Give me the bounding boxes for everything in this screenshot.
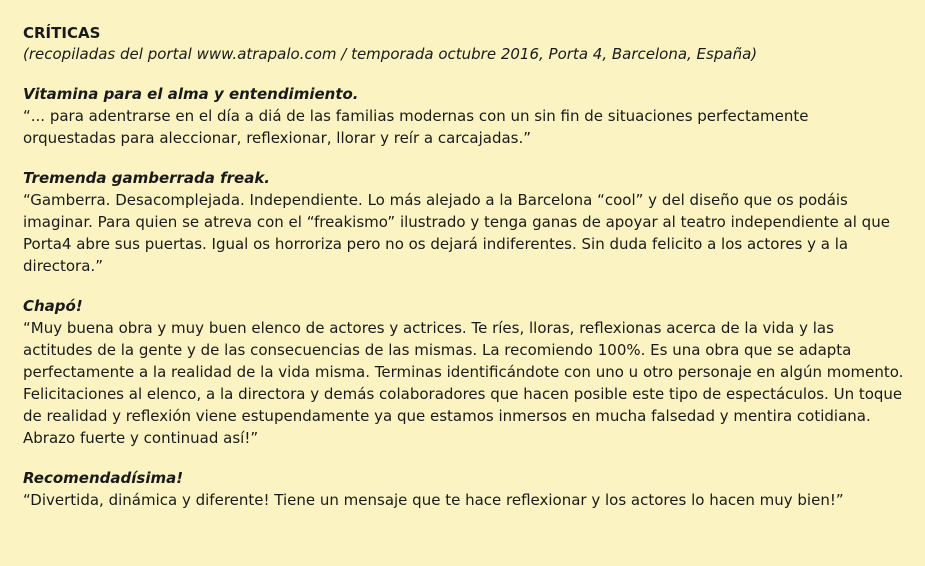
review-item <box>23 84 905 149</box>
review-item <box>23 168 905 277</box>
review-title: Chapó! <box>23 297 83 315</box>
review-text: “Muy buena obra y muy buen elenco de actores y actrices. Te ríes, lloras, reflexionas acerca de la vida y las actitudes de la gente y de las consecuencias de las mismas. La recomiendo 100%. Es una obra que se adapta perfectamente a la realidad de la vida misma. Terminas identificándote con uno u otro personaje en algún momento. Felicitaciones al elenco, a la directora y demás colaboradores que hacen posible este tipo de espectáculos. Un toque de realidad y reflexión viene estupendamente ya que estamos inmersos en mucha falsedad y mentira cotidiana. Abrazo fuerte y continuad así!” <box>23 319 904 447</box>
review-title: Vitamina para el alma y entendimiento. <box>23 85 359 103</box>
review-text: “Divertida, dinámica y diferente! Tiene un mensaje que te hace reflexionar y los actores lo hacen muy bien!” <box>23 491 844 509</box>
review-title: Recomendadísima! <box>23 469 184 487</box>
review-text: “Gamberra. Desacomplejada. Independiente. Lo más alejado a la Barcelona “cool” y del diseño que os podáis imaginar. Para quien se atreva con el “freakismo” ilustrado y tenga ganas de apoyar al teatro independiente al que Porta4 abre sus puertas. Igual os horroriza pero no os dejará indiferentes. Sin duda felicito a los actores y a la directora.” <box>23 191 890 275</box>
page-title: CRÍTICAS <box>23 24 101 42</box>
review-item <box>23 296 905 449</box>
review-title: Tremenda gamberrada freak. <box>23 169 271 187</box>
review-text: “... para adentrarse en el día a diá de las familias modernas con un sin fin de situaciones perfectamente orquestadas para aleccionar, reflexionar, llorar y reír a carcajadas.” <box>23 107 809 147</box>
page-subtitle: (recopiladas del portal www.atrapalo.com / temporada octubre 2016, Porta 4, Barcelona, España) <box>23 45 758 63</box>
review-item <box>23 468 905 511</box>
